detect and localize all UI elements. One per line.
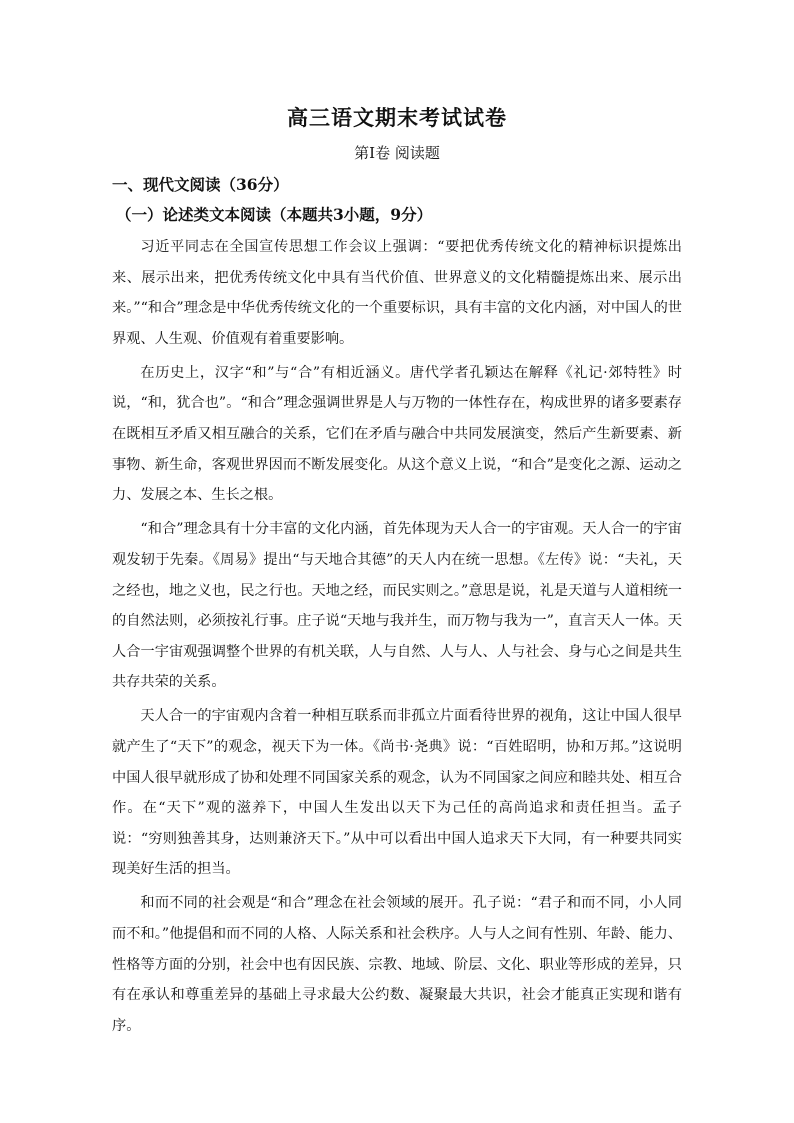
section-heading-reading: 一、现代文阅读（36分）	[112, 175, 289, 194]
paragraph-1: 习近平同志在全国宣传思想工作会议上强调：“要把优秀传统文化的精神标识提炼出来、展示出来，把优秀传统文化中具有当代价值、世界意义的文化精髓提炼出来、展示出来。”“和合”理念是中华优秀传统文化的一个重要标识，具有丰富的文化内涵，对中国人的世界观、人生观、价值观有着重要影响。	[112, 239, 682, 347]
article-body	[112, 232, 682, 1045]
exam-subtitle: 第Ⅰ卷 阅读题	[354, 144, 440, 162]
section-heading-argumentative: （一）论述类文本阅读（本题共3小题，9分）	[116, 205, 433, 224]
paragraph-3: “和合”理念具有十分丰富的文化内涵，首先体现为天人合一的宇宙观。天人合一的宇宙观发轫于先秦。《周易》提出“与天地合其德”的天人内在统一思想。《左传》说：“夫礼，天之经也，地之义也，民之行也。天地之经，而民实则之。”意思是说，礼是天道与人道相统一的自然法则，必须按礼行事。庄子说“天地与我并生，而万物与我为一”，直言天人一体。天人合一宇宙观强调整个世界的有机关联，人与自然、人与人、人与社会、身与心之间是共生共存共荣的关系。	[112, 521, 682, 691]
paragraph-2: 在历史上，汉字“和”与“合”有相近涵义。唐代学者孔颖达在解释《礼记·郊特牲》时说，“和，犹合也”。“和合”理念强调世界是人与万物的一体性存在，构成世界的诸多要素存在既相互矛盾又相互融合的关系，它们在矛盾与融合中共同发展演变，然后产生新要素、新事物、新生命，客观世界因而不断发展变化。从这个意义上说，“和合”是变化之源、运动之力、发展之本、生长之根。	[112, 364, 682, 504]
paragraph-4: 天人合一的宇宙观内含着一种相互联系而非孤立片面看待世界的视角，这让中国人很早就产生了“天下”的观念，视天下为一体。《尚书·尧典》说：“百姓昭明，协和万邦。”这说明中国人很早就形成了协和处理不同国家关系的观念，认为不同国家之间应和睦共处、相互合作。在“天下”观的滋养下，中国人生发出以天下为己任的高尚追求和责任担当。孟子说：“穷则独善其身，达则兼济天下。”从中可以看出中国人追求天下大同，有一种要共同实现美好生活的担当。	[112, 708, 682, 878]
paragraph-5: 和而不同的社会观是“和合”理念在社会领域的展开。孔子说：“君子和而不同，小人同而不和。”他提倡和而不同的人格、人际关系和社会秩序。人与人之间有性别、年龄、能力、性格等方面的分别，社会中也有因民族、宗教、地域、阶层、文化、职业等形成的差异，只有在承认和尊重差异的基础上寻求最大公约数、凝聚最大共识，社会才能真正实现和谐有序。	[112, 895, 682, 1034]
exam-title: 高三语文期末考试试卷	[287, 105, 507, 130]
